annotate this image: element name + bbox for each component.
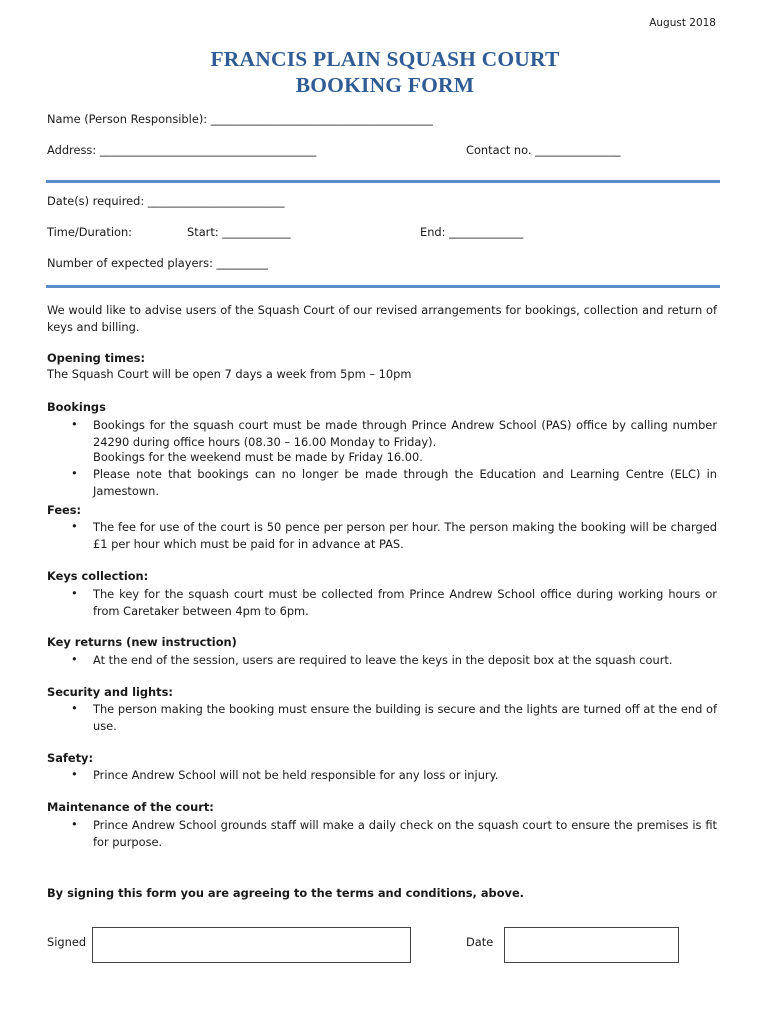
bookings-heading: Bookings: [47, 400, 106, 414]
bullet-icon: •: [71, 417, 78, 431]
date-box[interactable]: [504, 927, 679, 963]
agreement-text: By signing this form you are agreeing to the terms and conditions, above.: [47, 886, 524, 900]
returns-item-1: At the end of the session, users are required to leave the keys in the deposit box at the squash court.: [93, 653, 673, 667]
security-heading: Security and lights:: [47, 685, 173, 699]
opening-heading: Opening times:: [47, 351, 146, 365]
bullet-icon: •: [71, 767, 78, 781]
returns-heading: Key returns (new instruction): [47, 635, 237, 649]
keys-heading: Keys collection:: [47, 569, 149, 583]
opening-text: The Squash Court will be open 7 days a week from 5pm – 10pm: [47, 367, 412, 381]
bookings-item-1: Bookings for the squash court must be made through Prince Andrew School (PAS) office by calling number 24290 during office hours (08.30 – 16.00 Monday to Friday).: [93, 418, 717, 449]
signed-label: Signed: [47, 935, 87, 949]
maintenance-heading: Maintenance of the court:: [47, 800, 214, 814]
time-duration-label: Time/Duration:: [47, 225, 133, 239]
end-field[interactable]: End: _____________: [420, 225, 524, 239]
section-divider: [46, 180, 720, 183]
section-divider: [46, 285, 720, 288]
maintenance-item-1: Prince Andrew School grounds staff will make a daily check on the squash court to ensure the premises is fit for purpose.: [93, 818, 717, 849]
security-item-1: The person making the booking must ensure the building is secure and the lights are turned off at the end of use.: [93, 702, 717, 733]
bullet-icon: •: [71, 701, 78, 715]
keys-item-1: The key for the squash court must be collected from Prince Andrew School office during working hours or from Caretaker between 4pm to 6pm.: [93, 587, 717, 618]
dates-field[interactable]: Date(s) required: ________________________: [47, 194, 285, 208]
name-field[interactable]: Name (Person Responsible): _______________________________________: [47, 112, 433, 126]
contact-field[interactable]: Contact no. _______________: [466, 143, 621, 157]
start-field[interactable]: Start: ____________: [187, 225, 291, 239]
date-label: Date: [466, 935, 494, 949]
bullet-icon: •: [71, 817, 78, 831]
bullet-icon: •: [71, 466, 78, 480]
safety-item-1: Prince Andrew School will not be held responsible for any loss or injury.: [93, 768, 499, 782]
bullet-icon: •: [71, 652, 78, 666]
fees-item-1: The fee for use of the court is 50 pence per person per hour. The person making the booking will be charged £1 per hour which must be paid for in advance at PAS.: [93, 520, 717, 551]
bullet-icon: •: [71, 519, 78, 533]
fees-heading: Fees:: [47, 503, 82, 517]
bookings-item-2: Please note that bookings can no longer be made through the Education and Learning Centre (ELC) in Jamestown.: [93, 467, 717, 498]
bullet-icon: •: [71, 586, 78, 600]
form-subtitle: BOOKING FORM: [295, 73, 475, 97]
signature-box[interactable]: [92, 927, 411, 963]
bookings-item-1b: Bookings for the weekend must be made by Friday 16.00.: [93, 450, 423, 464]
document-date: August 2018: [649, 17, 716, 29]
intro-paragraph: We would like to advise users of the Squash Court of our revised arrangements for bookings, collection and return of keys and billing.: [47, 303, 717, 334]
form-title: FRANCIS PLAIN SQUASH COURT: [210, 47, 560, 71]
players-field[interactable]: Number of expected players: _________: [47, 256, 268, 270]
address-field[interactable]: Address: ______________________________________: [47, 143, 317, 157]
safety-heading: Safety:: [47, 751, 93, 765]
